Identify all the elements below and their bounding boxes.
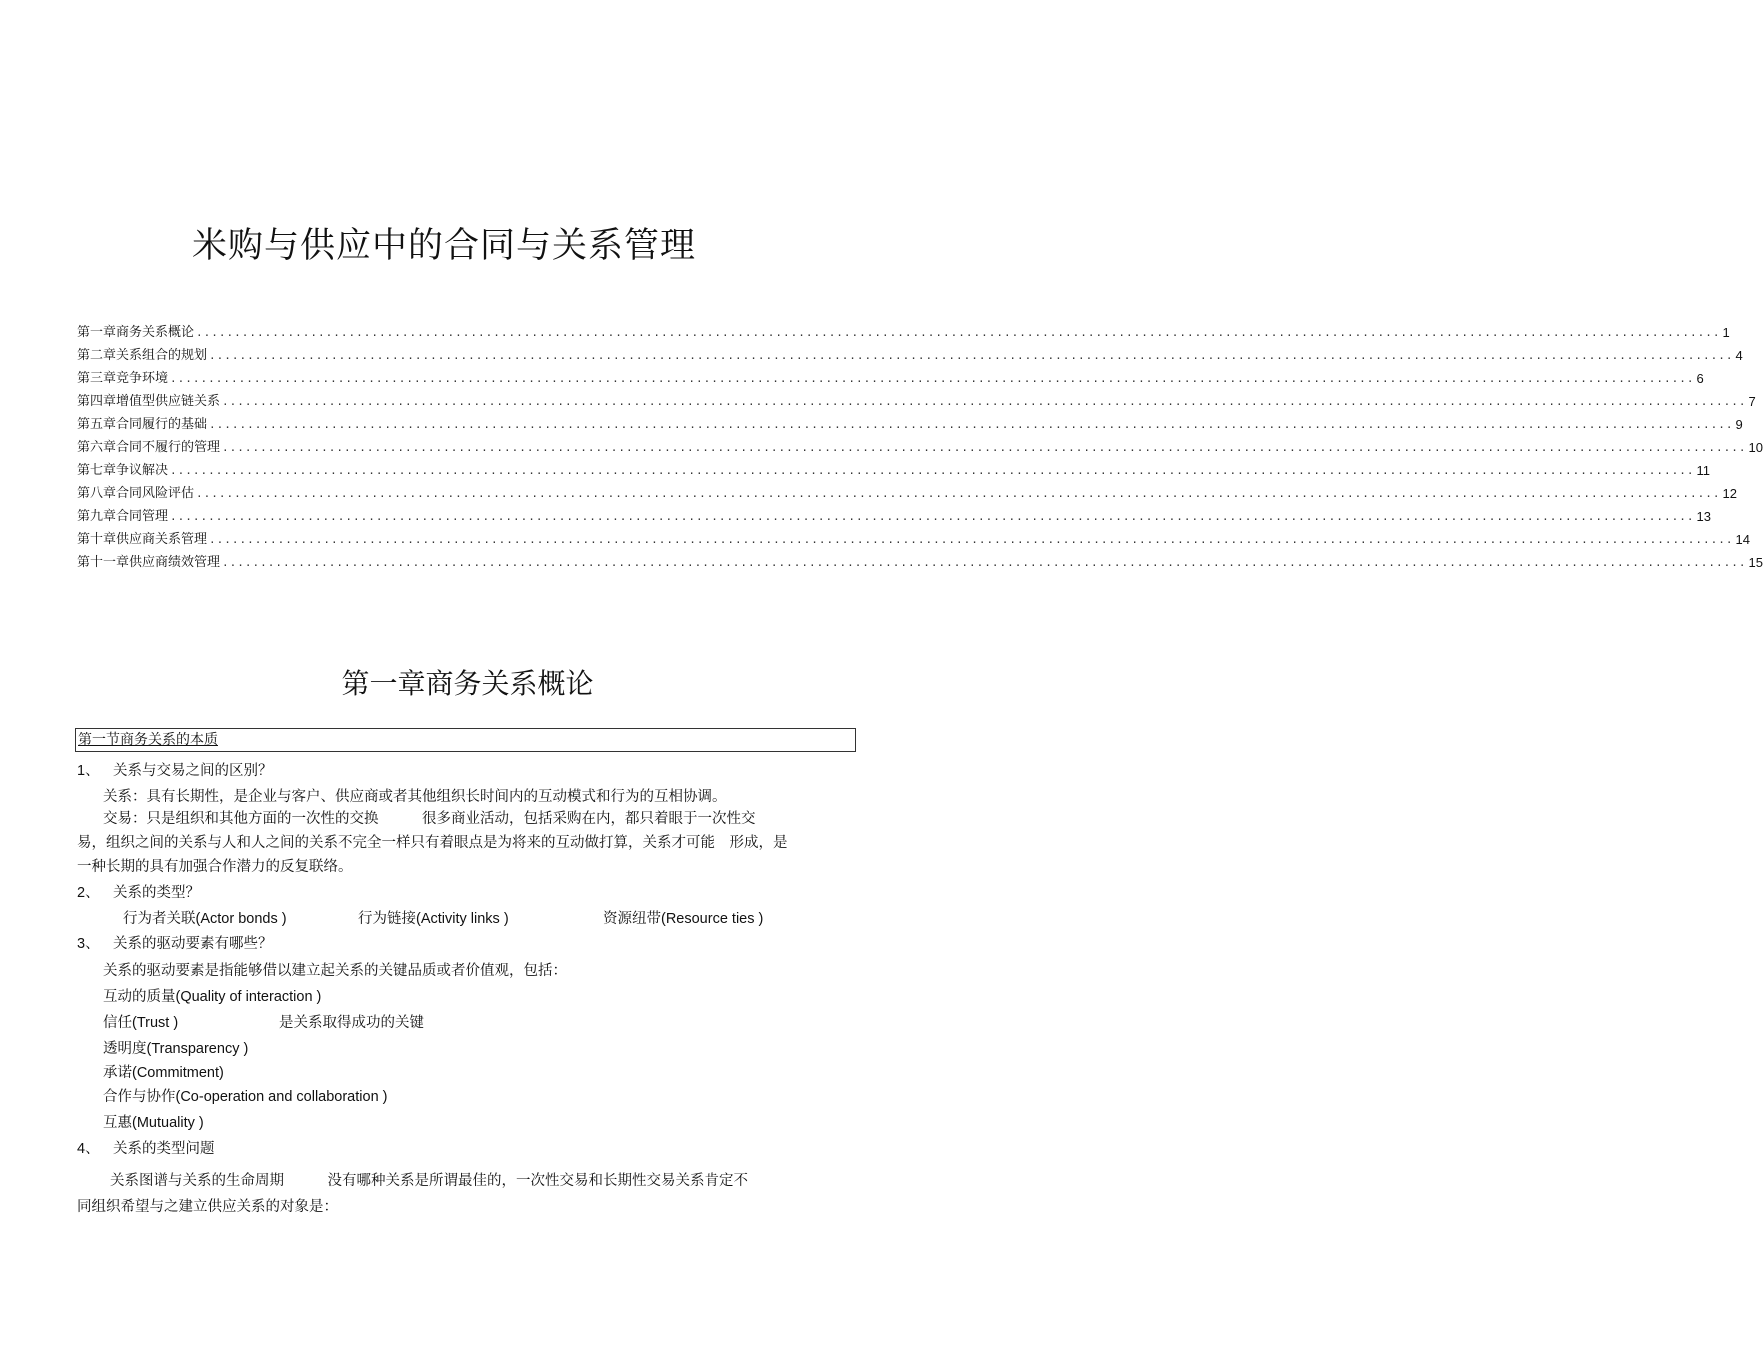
toc-entry[interactable]	[77, 433, 1763, 456]
toc-entry-label: 第十一章供应商绩效管理	[77, 555, 221, 570]
toc-entry-page: 4	[1735, 348, 1743, 363]
type-zh: 行为者关联	[123, 911, 196, 927]
toc-leader-dots: ........................................................................................................................................................................................................	[170, 372, 1695, 385]
driver-item	[103, 1040, 248, 1058]
question-number: 3、	[77, 936, 100, 952]
driver-en: (Trust )	[132, 1015, 179, 1031]
toc-entry-page: 6	[1696, 371, 1704, 386]
drivers-intro: 关系的驱动要素是指能够借以建立起关系的关键品质或者价值观，包括：	[103, 963, 567, 979]
toc-entry-page: 15	[1748, 555, 1763, 570]
question-text: 关系的驱动要素有哪些？	[113, 936, 273, 952]
table-of-contents	[77, 318, 1763, 571]
question-number: 4、	[77, 1141, 100, 1157]
toc-leader-dots: ........................................................................................................................................................................................................	[170, 464, 1695, 477]
driver-item	[103, 1014, 178, 1032]
paragraph-trade-line-2: 易，组织之间的关系与人和人之间的关系不完全一样只有着眼点是为将来的互动做打算，关系才可能 形成，是	[77, 835, 788, 851]
toc-leader-dots: ........................................................................................................................................................................................................	[209, 533, 1734, 546]
toc-entry-page: 14	[1735, 532, 1750, 547]
toc-entry-page: 9	[1735, 417, 1743, 432]
question-number: 2、	[77, 885, 100, 901]
toc-leader-dots: ........................................................................................................................................................................................................	[209, 349, 1734, 362]
toc-entry[interactable]	[77, 456, 1711, 479]
toc-entry-label: 第二章关系组合的规划	[77, 348, 208, 363]
relation-type-resource	[603, 910, 763, 928]
toc-entry[interactable]	[77, 410, 1743, 433]
question-text: 关系与交易之间的区别？	[113, 763, 273, 779]
toc-leader-dots: ........................................................................................................................................................................................................	[196, 326, 1721, 339]
section-title: 第一节商务关系的本质	[78, 732, 218, 748]
type-en: (Activity links )	[416, 911, 509, 927]
question-1	[77, 762, 273, 780]
toc-entry[interactable]	[77, 525, 1750, 548]
document-title: 米购与供应中的合同与关系管理	[191, 226, 696, 266]
toc-entry-label: 第八章合同风险评估	[77, 486, 195, 501]
type-zh: 资源纽带	[603, 911, 661, 927]
toc-entry[interactable]	[77, 341, 1743, 364]
toc-leader-dots: ........................................................................................................................................................................................................	[222, 395, 1747, 408]
toc-entry-page: 11	[1696, 463, 1711, 478]
toc-entry-label: 第六章合同不履行的管理	[77, 440, 221, 455]
toc-entry-page: 13	[1696, 509, 1711, 524]
toc-leader-dots: ........................................................................................................................................................................................................	[209, 418, 1734, 431]
question-text: 关系的类型？	[113, 885, 200, 901]
section-heading-box	[75, 728, 856, 752]
question-number: 1、	[77, 763, 100, 779]
driver-en: (Commitment)	[132, 1065, 224, 1081]
toc-entry-page: 10	[1748, 440, 1763, 455]
question-3	[77, 935, 273, 953]
paragraph-map-line-1: 关系图谱与关系的生命周期 没有哪种关系是所谓最佳的，一次性交易和长期性交易关系肯定不	[110, 1173, 748, 1189]
toc-entry[interactable]	[77, 318, 1730, 341]
relation-type-actor	[123, 910, 287, 928]
driver-zh: 承诺	[103, 1065, 132, 1081]
toc-entry-label: 第十章供应商关系管理	[77, 532, 208, 547]
type-zh: 行为链接	[358, 911, 416, 927]
type-en: (Resource ties )	[661, 911, 764, 927]
toc-leader-dots: ........................................................................................................................................................................................................	[170, 510, 1695, 523]
toc-entry-label: 第五章合同履行的基础	[77, 417, 208, 432]
driver-zh: 透明度	[103, 1041, 147, 1057]
driver-item	[103, 1064, 224, 1082]
driver-en: (Mutuality )	[132, 1115, 204, 1131]
toc-entry-label: 第四章增值型供应链关系	[77, 394, 221, 409]
driver-item	[103, 1114, 204, 1132]
toc-entry-page: 7	[1748, 394, 1756, 409]
toc-entry[interactable]	[77, 479, 1737, 502]
driver-item	[103, 988, 321, 1006]
driver-note: 是关系取得成功的关键	[279, 1015, 424, 1031]
driver-zh: 互动的质量	[103, 989, 176, 1005]
question-text: 关系的类型问题	[113, 1141, 215, 1157]
toc-entry-label: 第三章竞争环境	[77, 371, 169, 386]
toc-entry-label: 第九章合同管理	[77, 509, 169, 524]
driver-en: (Transparency )	[146, 1041, 249, 1057]
question-4	[77, 1140, 215, 1158]
type-en: (Actor bonds )	[195, 911, 287, 927]
relation-type-activity	[358, 910, 509, 928]
chapter-title: 第一章商务关系概论	[341, 667, 594, 700]
driver-en: (Quality of interaction )	[175, 989, 322, 1005]
toc-leader-dots: ........................................................................................................................................................................................................	[196, 487, 1721, 500]
paragraph-trade-line-1: 交易：只是组织和其他方面的一次性的交换 很多商业活动，包括采购在内，都只着眼于一次性交	[103, 811, 756, 827]
toc-entry[interactable]	[77, 502, 1711, 525]
paragraph-map-line-2: 同组织希望与之建立供应关系的对象是：	[77, 1199, 338, 1215]
driver-item	[103, 1088, 388, 1106]
paragraph-relation: 关系：具有长期性，是企业与客户、供应商或者其他组织长时间内的互动模式和行为的互相协调。	[103, 789, 727, 805]
toc-entry-label: 第一章商务关系概论	[77, 325, 195, 340]
driver-en: (Co-operation and collaboration )	[175, 1089, 388, 1105]
driver-zh: 信任	[103, 1015, 132, 1031]
toc-entry[interactable]	[77, 387, 1756, 410]
toc-entry[interactable]	[77, 548, 1763, 571]
toc-entry-page: 1	[1722, 325, 1730, 340]
question-2	[77, 884, 200, 902]
toc-entry-label: 第七章争议解决	[77, 463, 169, 478]
toc-leader-dots: ........................................................................................................................................................................................................	[222, 556, 1747, 569]
toc-entry-page: 12	[1722, 486, 1737, 501]
toc-leader-dots: ........................................................................................................................................................................................................	[222, 441, 1747, 454]
paragraph-trade-line-3: 一种长期的具有加强合作潜力的反复联络。	[77, 859, 353, 875]
toc-entry[interactable]	[77, 364, 1704, 387]
driver-zh: 合作与协作	[103, 1089, 176, 1105]
driver-zh: 互惠	[103, 1115, 132, 1131]
